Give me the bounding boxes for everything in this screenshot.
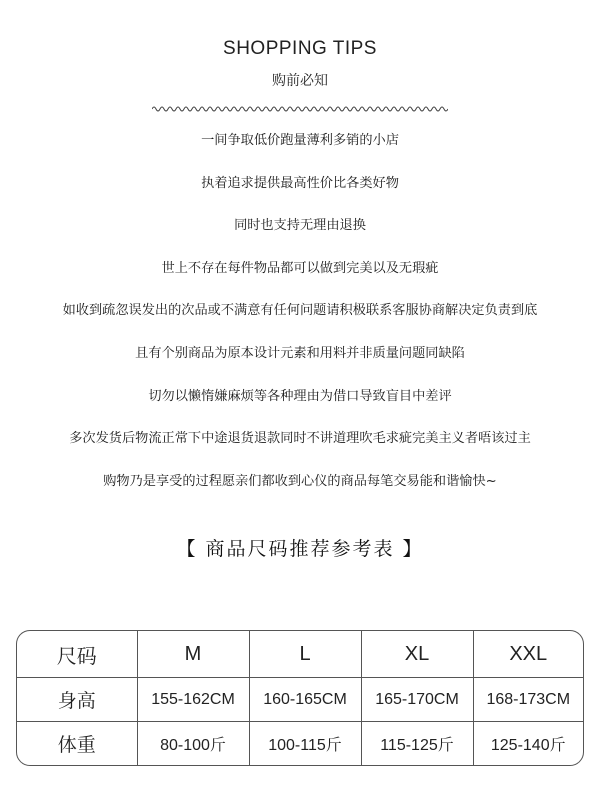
wavy-divider xyxy=(152,104,448,114)
page-title: SHOPPING TIPS xyxy=(223,38,377,59)
row-label-height: 身高 xyxy=(17,678,137,722)
tip-line: 且有个别商品为原本设计元素和用料并非质量问题同缺陷 xyxy=(135,345,465,361)
table-cell: 168-173CM xyxy=(473,678,583,722)
page-subtitle: 购前必知 xyxy=(272,73,328,89)
table-cell: 80-100斤 xyxy=(137,722,249,765)
tip-line: 多次发货后物流正常下中途退货退款同时不讲道理吹毛求疵完美主义者唔该过主 xyxy=(69,431,531,447)
table-cell: 125-140斤 xyxy=(490,737,566,755)
shopping-tips-list xyxy=(0,128,600,511)
row-label-weight: 体重 xyxy=(17,722,137,765)
tip-line: 世上不存在每件物品都可以做到完美以及无瑕疵 xyxy=(161,260,439,276)
table-row-weight xyxy=(17,722,583,765)
tip-line: 购物乃是享受的过程愿亲们都收到心仪的商品每笔交易能和谐愉快~ xyxy=(103,473,497,489)
table-cell: 160-165CM xyxy=(249,678,361,722)
table-row-height xyxy=(17,678,583,722)
header-cell-size: 尺码 xyxy=(17,631,137,678)
header-cell: XXL xyxy=(473,631,583,678)
tip-line: 同时也支持无理由退换 xyxy=(234,218,366,234)
table-cell: 165-170CM xyxy=(361,678,473,722)
header-cell: L xyxy=(249,631,361,678)
tip-line: 切勿以懒惰嫌麻烦等各种理由为借口导致盲目中差评 xyxy=(148,388,452,404)
table-cell: 155-162CM xyxy=(137,678,249,722)
header-cell: XL xyxy=(361,631,473,678)
tip-line: 一间争取低价跑量薄利多销的小店 xyxy=(201,133,399,148)
tip-line: 执着追求提供最高性价比各类好物 xyxy=(201,175,399,191)
table-cell: 100-115斤 xyxy=(249,722,361,765)
tip-line: 如收到疏忽误发出的次品或不满意有任何问题请积极联系客服协商解决定负责到底 xyxy=(62,303,538,319)
header-cell: M xyxy=(137,631,249,678)
table-header-row xyxy=(17,631,583,678)
table-cell: 115-125斤 xyxy=(361,722,473,765)
size-chart-table xyxy=(16,630,584,766)
size-chart-title: 【 商品尺码推荐参考表 】 xyxy=(176,538,424,560)
